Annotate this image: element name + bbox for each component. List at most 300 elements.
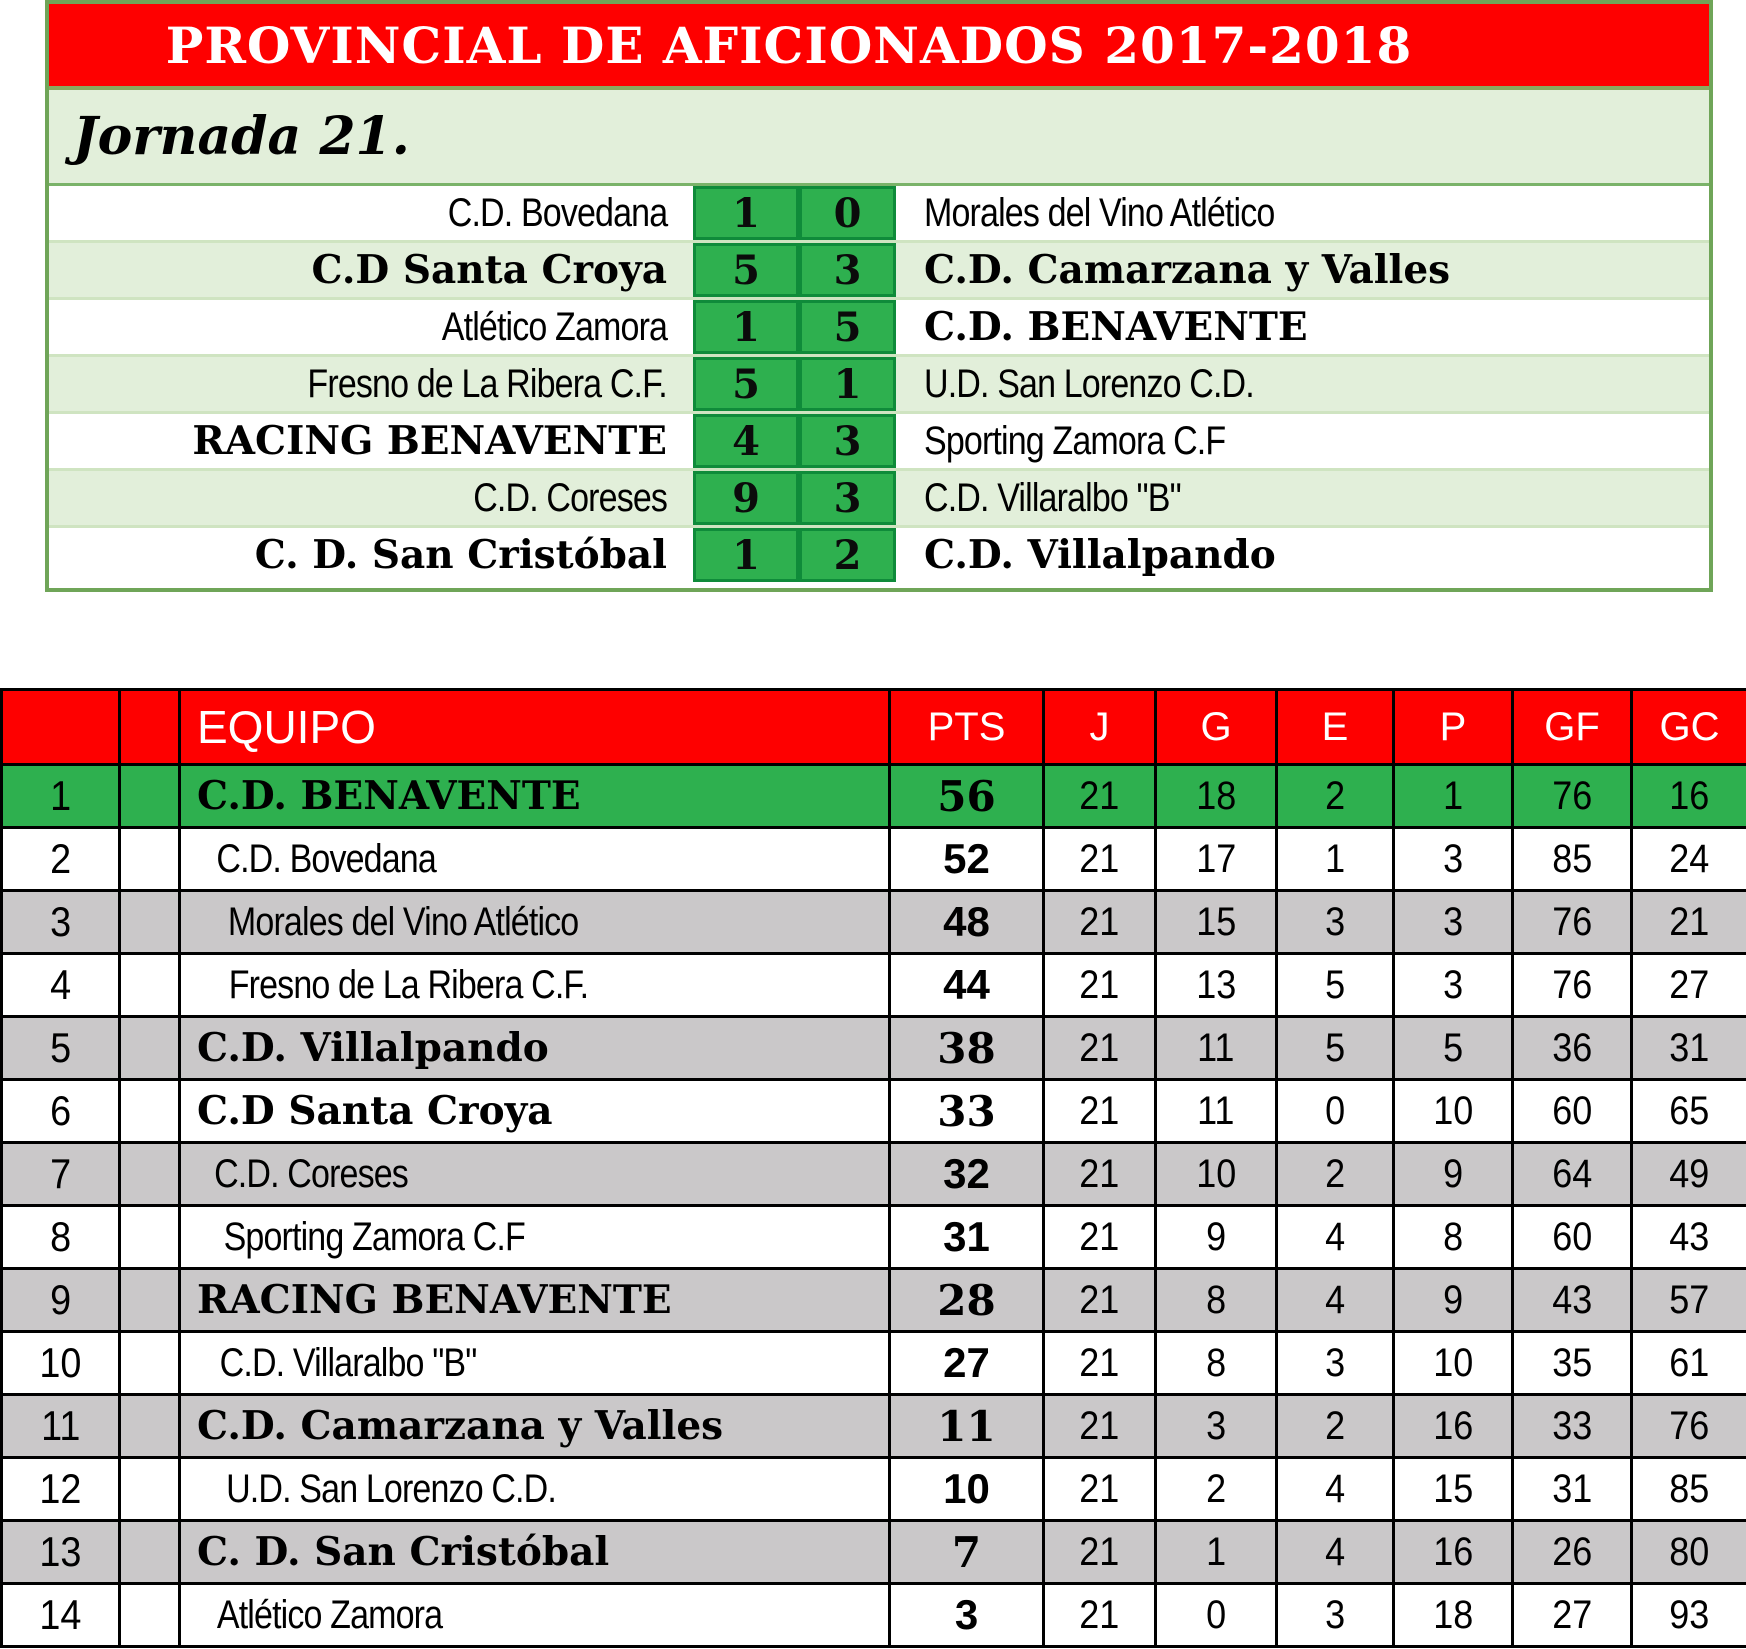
rank-label: 3 [49,898,72,945]
played-cell [1044,891,1156,954]
away-score: 5 [833,303,862,351]
team-label: Fresno de La Ribera C.F. [228,962,589,1007]
home-team-cell [49,414,693,468]
home-team-label: C. D. San Cristóbal [254,532,667,578]
match-row [49,243,1709,300]
draws-value: 4 [1324,1529,1346,1574]
draws-value: 2 [1324,773,1346,818]
standings-table [0,688,1746,1648]
pts-header: PTS [890,690,1044,765]
goals-for-value: 64 [1551,1151,1593,1196]
draws-value: 5 [1324,1025,1346,1070]
played-value: 21 [1079,1466,1120,1511]
pts-value: 28 [937,1275,996,1325]
team-cell [180,1395,890,1458]
blank-cell [120,1332,180,1395]
standings-row [2,1143,1746,1206]
goals-against-value: 76 [1669,1403,1710,1448]
wins-value: 1 [1205,1529,1227,1574]
rank-label: 5 [49,1024,72,1071]
draws-value: 3 [1324,1340,1346,1385]
goals-against-value: 43 [1669,1214,1710,1259]
goals-against-value: 49 [1669,1151,1710,1196]
rank-label: 7 [49,1150,72,1197]
wins-value: 15 [1195,899,1237,944]
goals-against-value: 61 [1669,1340,1710,1385]
home-score-cell [693,186,799,240]
standings-header-row [2,690,1746,765]
losses-value: 18 [1432,1592,1474,1637]
played-value: 21 [1079,1214,1120,1259]
home-team-cell [49,357,693,411]
home-team-label: Atlético Zamora [441,304,667,349]
wins-value: 0 [1205,1592,1227,1637]
wins-value: 10 [1195,1151,1237,1196]
e-header: E [1277,690,1394,765]
losses-value: 3 [1442,962,1464,1007]
away-team-label: C.D. BENAVENTE [924,304,1308,350]
gc-header: GC [1632,690,1746,765]
losses-cell [1394,1395,1513,1458]
blank-cell [120,1584,180,1647]
home-team-cell [49,243,693,297]
goals-for-value: 35 [1551,1340,1593,1385]
draws-cell [1277,1458,1394,1521]
losses-value: 16 [1432,1529,1474,1574]
goals-for-value: 76 [1551,962,1593,1007]
goals-against-cell [1632,1584,1746,1647]
losses-cell [1394,1584,1513,1647]
goals-for-cell [1513,954,1632,1017]
losses-cell [1394,1017,1513,1080]
home-score: 1 [732,303,760,351]
losses-value: 3 [1442,836,1464,881]
match-row [49,300,1709,357]
draws-cell [1277,1269,1394,1332]
away-score: 2 [833,531,862,579]
pts-cell [890,765,1044,828]
team-cell [180,1269,890,1332]
goals-against-value: 24 [1669,836,1710,881]
away-score-cell [799,414,896,468]
goals-against-cell [1632,1017,1746,1080]
away-score-cell [799,357,896,411]
draws-cell [1277,954,1394,1017]
draws-value: 2 [1324,1403,1346,1448]
wins-value: 9 [1205,1214,1227,1259]
home-team-cell [49,471,693,525]
pts-cell [890,828,1044,891]
standings-row [2,765,1746,828]
rank-label: 10 [39,1339,82,1386]
rank-cell [2,1269,120,1332]
losses-value: 15 [1432,1466,1474,1511]
played-cell [1044,1080,1156,1143]
away-team-label: U.D. San Lorenzo C.D. [924,361,1254,406]
goals-against-value: 65 [1669,1088,1710,1133]
standings-row [2,954,1746,1017]
draws-value: 4 [1324,1466,1346,1511]
pts-cell [890,1395,1044,1458]
goals-against-cell [1632,1332,1746,1395]
goals-against-value: 27 [1669,962,1710,1007]
played-cell [1044,1458,1156,1521]
goals-for-value: 26 [1551,1529,1593,1574]
pts-value: 32 [943,1150,990,1197]
home-team-label: C.D. Coreses [473,475,667,520]
played-value: 21 [1079,899,1120,944]
home-team-label: C.D. Bovedana [447,190,667,235]
pts-cell [890,1080,1044,1143]
goals-against-value: 85 [1669,1466,1710,1511]
blank-cell [120,1017,180,1080]
losses-cell [1394,1206,1513,1269]
standings-row [2,1080,1746,1143]
team-label: C.D. Bovedana [216,836,436,881]
pts-cell [890,954,1044,1017]
standings-row [2,1206,1746,1269]
wins-cell [1156,1206,1277,1269]
goals-against-cell [1632,1206,1746,1269]
wins-value: 2 [1205,1466,1227,1511]
losses-cell [1394,1332,1513,1395]
home-score: 5 [732,246,760,294]
away-team-cell [896,471,1709,525]
goals-for-cell [1513,1521,1632,1584]
rank-cell [2,1143,120,1206]
losses-cell [1394,1269,1513,1332]
losses-cell [1394,1143,1513,1206]
wins-cell [1156,1521,1277,1584]
draws-cell [1277,1143,1394,1206]
home-score: 4 [732,417,760,465]
standings-row [2,891,1746,954]
rank-cell [2,1584,120,1647]
rank-label: 12 [39,1465,82,1512]
team-label: C.D. BENAVENTE [197,773,581,819]
wins-cell [1156,1017,1277,1080]
away-team-label: C.D. Villaralbo "B" [924,475,1181,520]
wins-cell [1156,828,1277,891]
losses-cell [1394,765,1513,828]
blank-cell [120,891,180,954]
away-team-label: Morales del Vino Atlético [924,190,1275,235]
p-header: P [1394,690,1513,765]
blank-cell [120,1206,180,1269]
pts-cell [890,1269,1044,1332]
team-cell [180,1584,890,1647]
played-cell [1044,1521,1156,1584]
team-cell [180,1080,890,1143]
goals-against-cell [1632,954,1746,1017]
goals-against-cell [1632,828,1746,891]
standings-row [2,1332,1746,1395]
draws-cell [1277,765,1394,828]
played-value: 21 [1079,1151,1120,1196]
away-score-cell [799,528,896,582]
wins-cell [1156,1584,1277,1647]
pts-value: 3 [954,1591,979,1638]
away-score: 3 [833,246,862,294]
home-score-cell [693,414,799,468]
goals-against-cell [1632,1395,1746,1458]
pts-cell [890,1332,1044,1395]
draws-cell [1277,828,1394,891]
goals-for-cell [1513,1206,1632,1269]
away-team-cell [896,300,1709,354]
goals-for-value: 43 [1551,1277,1593,1322]
home-team-cell [49,300,693,354]
home-score: 9 [732,474,760,522]
draws-cell [1277,1017,1394,1080]
away-team-label: C.D. Villalpando [924,532,1276,578]
wins-cell [1156,1143,1277,1206]
goals-for-cell [1513,765,1632,828]
results-table [45,0,1713,592]
home-score-cell [693,357,799,411]
blank-cell [120,765,180,828]
losses-value: 16 [1432,1403,1474,1448]
draws-cell [1277,1521,1394,1584]
goals-against-cell [1632,1143,1746,1206]
played-value: 21 [1079,1529,1120,1574]
pts-cell [890,1584,1044,1647]
losses-value: 9 [1442,1277,1464,1322]
goals-for-cell [1513,1143,1632,1206]
home-team-label: RACING BENAVENTE [192,418,667,464]
team-cell [180,1017,890,1080]
rank-label: 11 [40,1402,81,1449]
standings-row [2,1395,1746,1458]
blank-cell [120,1143,180,1206]
wins-cell [1156,954,1277,1017]
standings-row [2,1584,1746,1647]
goals-for-value: 60 [1551,1088,1593,1133]
draws-value: 0 [1324,1088,1346,1133]
goals-against-value: 21 [1669,899,1710,944]
wins-cell [1156,891,1277,954]
pts-value: 44 [943,961,990,1008]
goals-for-cell [1513,1584,1632,1647]
goals-for-cell [1513,1017,1632,1080]
away-score-cell [799,186,896,240]
goals-for-cell [1513,891,1632,954]
pts-cell [890,1206,1044,1269]
goals-for-value: 36 [1551,1025,1593,1070]
home-team-label: C.D Santa Croya [311,247,667,293]
draws-cell [1277,1080,1394,1143]
match-row [49,357,1709,414]
wins-value: 8 [1205,1277,1227,1322]
rank-cell [2,954,120,1017]
rank-label: 1 [49,772,72,819]
goals-against-cell [1632,1080,1746,1143]
pts-value: 27 [943,1339,990,1386]
losses-value: 10 [1432,1088,1474,1133]
team-cell [180,954,890,1017]
wins-cell [1156,1332,1277,1395]
draws-value: 2 [1324,1151,1346,1196]
away-score: 1 [833,360,862,408]
played-cell [1044,828,1156,891]
wins-value: 3 [1205,1403,1227,1448]
match-row [49,528,1709,582]
blank-cell [120,1080,180,1143]
wins-cell [1156,1269,1277,1332]
pts-value: 11 [937,1401,996,1451]
match-row [49,186,1709,243]
played-cell [1044,1395,1156,1458]
jornada-label: Jornada 21. [49,90,1709,186]
played-cell [1044,1017,1156,1080]
losses-value: 8 [1442,1214,1464,1259]
goals-for-cell [1513,1395,1632,1458]
played-cell [1044,1206,1156,1269]
home-score-cell [693,300,799,354]
goals-against-value: 16 [1669,773,1710,818]
losses-value: 1 [1442,773,1464,818]
goals-for-value: 33 [1551,1403,1593,1448]
away-team-label: Sporting Zamora C.F [924,418,1226,463]
played-value: 21 [1079,962,1120,1007]
played-cell [1044,1269,1156,1332]
losses-value: 5 [1442,1025,1464,1070]
team-cell [180,1206,890,1269]
goals-against-value: 31 [1669,1025,1710,1070]
pts-cell [890,891,1044,954]
pts-cell [890,1017,1044,1080]
rank-cell [2,1017,120,1080]
goals-against-value: 80 [1669,1529,1710,1574]
pts-value: 52 [943,835,990,882]
away-team-cell [896,186,1709,240]
team-label: Atlético Zamora [216,1592,443,1637]
pts-value: 31 [943,1213,990,1260]
goals-against-cell [1632,1269,1746,1332]
rank-cell [2,1080,120,1143]
draws-value: 3 [1324,899,1346,944]
draws-value: 3 [1324,1592,1346,1637]
goals-for-value: 60 [1551,1214,1593,1259]
j-header: J [1044,690,1156,765]
goals-for-value: 85 [1551,836,1593,881]
played-value: 21 [1079,1277,1120,1322]
draws-value: 5 [1324,962,1346,1007]
team-label: Sporting Zamora C.F [223,1214,525,1259]
page-title: PROVINCIAL DE AFICIONADOS 2017-2018 [49,4,1709,90]
rank-cell [2,1521,120,1584]
standings-row [2,1017,1746,1080]
losses-cell [1394,1521,1513,1584]
goals-for-value: 76 [1551,773,1593,818]
team-cell [180,1458,890,1521]
draws-cell [1277,891,1394,954]
wins-value: 11 [1197,1088,1235,1133]
rank-cell [2,828,120,891]
away-score-cell [799,471,896,525]
home-score-cell [693,471,799,525]
rank-cell [2,1395,120,1458]
played-value: 21 [1079,1592,1120,1637]
played-cell [1044,1332,1156,1395]
played-cell [1044,1584,1156,1647]
team-label: C.D. Villalpando [197,1025,549,1071]
match-rows [49,186,1709,582]
rank-cell [2,1332,120,1395]
g-header: G [1156,690,1277,765]
rank-label: 6 [49,1087,72,1134]
away-team-cell [896,414,1709,468]
pos-header [2,690,120,765]
team-label: Morales del Vino Atlético [227,899,579,944]
wins-value: 18 [1195,773,1237,818]
draws-cell [1277,1206,1394,1269]
match-row [49,414,1709,471]
rank-cell [2,891,120,954]
rank-cell [2,1206,120,1269]
home-score: 1 [732,531,760,579]
blank-header [120,690,180,765]
goals-for-value: 76 [1551,899,1593,944]
pts-value: 38 [937,1023,996,1073]
draws-value: 1 [1324,836,1346,881]
blank-cell [120,954,180,1017]
away-team-cell [896,357,1709,411]
losses-cell [1394,828,1513,891]
wins-cell [1156,1080,1277,1143]
blank-cell [120,828,180,891]
team-label: U.D. San Lorenzo C.D. [226,1466,556,1511]
team-cell [180,828,890,891]
away-team-label: C.D. Camarzana y Valles [924,247,1451,293]
blank-cell [120,1521,180,1584]
team-cell [180,891,890,954]
wins-value: 11 [1197,1025,1235,1070]
goals-for-cell [1513,1332,1632,1395]
goals-for-cell [1513,1269,1632,1332]
away-team-cell [896,528,1709,582]
home-score: 1 [732,189,760,237]
goals-against-cell [1632,1458,1746,1521]
away-score: 3 [833,474,862,522]
standings-row [2,1521,1746,1584]
goals-for-cell [1513,1080,1632,1143]
pts-cell [890,1521,1044,1584]
played-cell [1044,954,1156,1017]
losses-cell [1394,891,1513,954]
home-score: 5 [732,360,760,408]
goals-against-value: 57 [1669,1277,1710,1322]
pts-cell [890,1458,1044,1521]
goals-against-cell [1632,1521,1746,1584]
rank-label: 8 [49,1213,72,1260]
played-value: 21 [1079,773,1120,818]
team-label: C.D Santa Croya [197,1088,553,1134]
draws-value: 4 [1324,1277,1346,1322]
blank-cell [120,1395,180,1458]
draws-cell [1277,1584,1394,1647]
team-label: C.D. Villaralbo "B" [219,1340,477,1385]
losses-cell [1394,954,1513,1017]
pts-value: 33 [937,1086,996,1136]
wins-value: 8 [1205,1340,1227,1385]
standings-row [2,1458,1746,1521]
home-team-label: Fresno de La Ribera C.F. [307,361,667,406]
pts-value: 56 [937,771,996,821]
played-cell [1044,765,1156,828]
home-score-cell [693,243,799,297]
losses-value: 3 [1442,899,1464,944]
